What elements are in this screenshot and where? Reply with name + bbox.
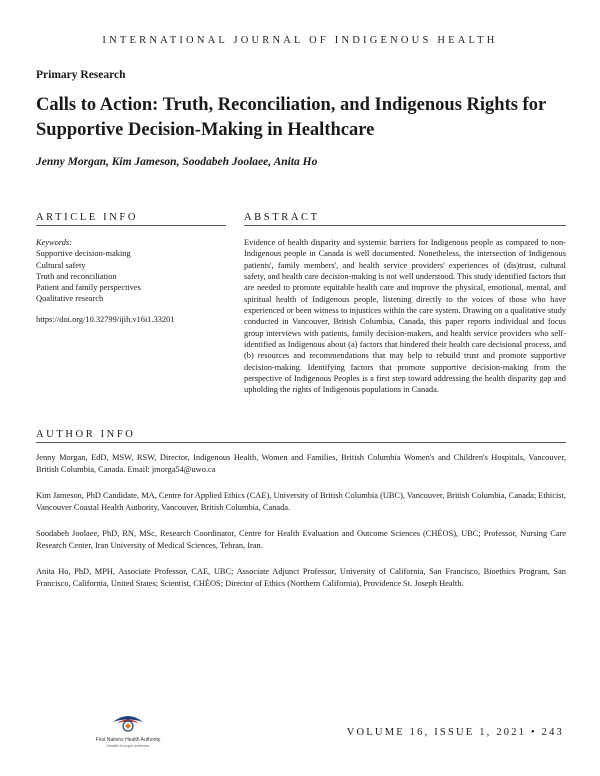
author-entry: Kim Jameson, PhD Candidate, MA, Centre for Applied Ethics (CAE), University of British Columbia (UBC), Vancouver, British Columbia, Canada; Ethicist, Vancouver Coastal Health Authority, Vancouver, British Columbia, Canada. bbox=[36, 491, 566, 512]
author-entry: Jenny Morgan, EdD, MSW, RSW, Director, Indigenous Health, Women and Families, British Columbia Women's and Children's Hospitals, Vancouver, British Columbia, Canada. Email: jmorga54@uwo.ca bbox=[36, 453, 566, 474]
logo-tagline: Health through wellness bbox=[106, 743, 150, 748]
keyword-item: Supportive decision-making bbox=[36, 249, 131, 259]
article-info bbox=[36, 237, 226, 325]
keyword-item: Truth and reconciliation bbox=[36, 271, 117, 281]
author-entry: Anita Ho, PhD, MPH, Associate Professor, CAE, UBC; Associate Adjunct Professor, University of California, San Francisco, Bioethics Program, San Francisco, California, United States; Scientist, CHÉOS; Director of Ethics (Northern California), Providence St. Joseph Health. bbox=[36, 567, 566, 588]
doi-link[interactable]: https://doi.org/10.32799/ijih.v16i1.33201 bbox=[36, 314, 175, 324]
author-entry: Soodabeh Joolaee, PhD, RN, MSc, Research Coordinator, Centre for Health Evaluation and Outcome Sciences (CHÉOS), UBC; Professor, Nursing Care Research Center, Iran University of Medical Sciences, Tehran, Iran. bbox=[36, 529, 566, 550]
journal-header: INTERNATIONAL JOURNAL OF INDIGENOUS HEALTH bbox=[102, 35, 498, 46]
keyword-item: Qualitative research bbox=[36, 294, 104, 304]
author-list: Jenny Morgan, Kim Jameson, Soodabeh Joolaee, Anita Ho bbox=[36, 156, 318, 168]
author-info-heading: AUTHOR INFO bbox=[36, 429, 566, 443]
keyword-item: Patient and family perspectives bbox=[36, 283, 141, 293]
keywords-label: Keywords: bbox=[36, 238, 72, 247]
section-label: Primary Research bbox=[36, 69, 126, 81]
abstract-text: Evidence of health disparity and systemic barriers for Indigenous people as compared to non-Indigenous people in Canada is well documented. Nonetheless, the intersection of Indigenous patients', family members', and health service providers' experiences of (dis)trust, cultural safety, and health care decision-making is not well understood. This study identified factors that are needed to promote equitable health care and improve the physical, emotional, mental, and spiritual health of Indigenous people, listening directly to the voices of those who have experienced or been witness to injustices within the care system. Drawing on a qualitative study conducted in Vancouver, British Columbia, Canada, this paper reports individual and focus group interviews with patients, family decision-makers, and health service providers who self-identified as Indigenous about (a) factors that hindered their health care decisional process, and (b) resources and recommendations that may help to rebuild trust and promote supportive decision-making. Identifying factors that promote supportive decision-making from the perspective of Indigenous Peoples is a first step toward addressing the health disparity gap and upholding the rights of Indigenous populations in Canada. bbox=[244, 238, 566, 395]
fnha-logo bbox=[78, 709, 178, 748]
page-title: Calls to Action: Truth, Reconciliation, and Indigenous Rights for Supportive Decision-Making in Healthcare bbox=[36, 95, 546, 140]
article-info-heading: ARTICLE INFO bbox=[36, 212, 226, 226]
logo-name: First Nations Health Authority bbox=[95, 737, 161, 743]
page-footer: VOLUME 16, ISSUE 1, 2021 • 243 bbox=[346, 727, 564, 738]
abstract-heading: ABSTRACT bbox=[244, 212, 566, 226]
author-info bbox=[36, 452, 566, 604]
keyword-item: Cultural safety bbox=[36, 260, 86, 270]
eagle-logo-icon bbox=[110, 709, 146, 735]
